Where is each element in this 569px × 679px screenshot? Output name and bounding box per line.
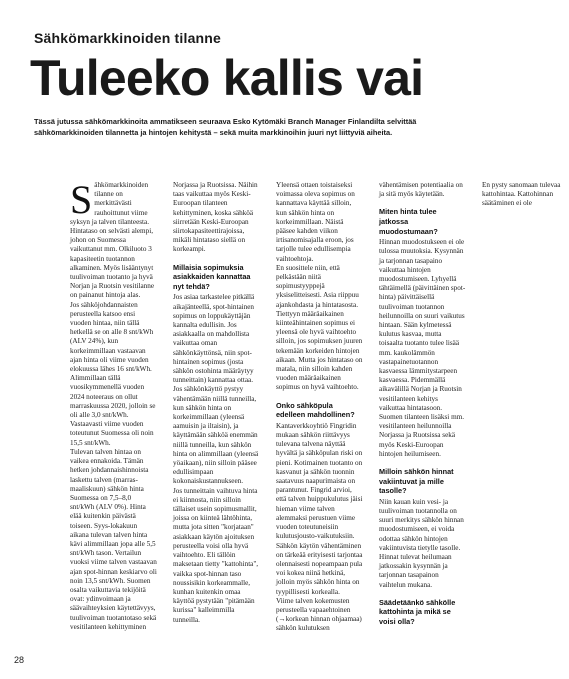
paragraph-text: Tulevan talven hintaa on vaikea ennakoida. Tämän hetken johdannaishinnoista laskettu talven (marras-maaliskuun) sähkön hinta Suomessa on 7,5–8,0 snt/kWh (ALV 0%). Hinta elää kuitenkin päivästä toiseen. Syys-lokakuun aikana tulevan talven hinta kävi alimmillaan jopa alle 5,5 snt/kWh tason. Vertailun vuoksi viime talven vastaavan ajan spot-hinnan keskiarvo oli noin 13,5 snt/kWh. Suomen osalta vaikuttavia tekijöitä ovat: ydinvoimaan ja säävaihteyksien käytettävyys, tuulivoiman tuotantotaso sekä vesitilanteen kehittyminen Norjassa ja Ruotsissa. Näihin taas vaikuttaa myös Keski-Euroopan tilanteen kehittyminen, koska sähköä siirretään Keski-Euroopan siirtokapasiteettirajoissa, mikäli hintataso siellä on korkeampi.	[70, 181, 258, 631]
paragraph-text: Viime talven kokemusten perusteella vapaaehtoinen (→korkean hinnan ohjaamaa) sähkön kulutuksen vähentämisen potentiaalia on ja sitä myös käytetään.	[276, 181, 463, 633]
paragraph-text: Niin kauan kuin vesi- ja tuulivoiman tuotannolla on suuri merkitys sähkön hinnan muodostumiseen, ei voida odottaa sähkön hintojen vakiintuvista tietylle tasolle. Hinnat tulevat heilumaan jatkossakin kysynnän ja tarjonnan tasapainon vaihtelun mukana.	[379, 497, 464, 589]
drop-cap: S	[70, 177, 93, 222]
body-paragraph	[173, 487, 260, 625]
body-paragraph	[276, 264, 363, 393]
section-heading	[173, 263, 260, 292]
paragraph-text: ähkömarkkinoiden tilanne on merkittävästi rauhoittunut viime syksyn ja talven tilanteesta. Hintataso on selvästi alempi, johon on Suomessa vaikuttanut mm. Olkiluoto 3 kapasiteetin tuotannon alkaminen. Myös lisääntynyt tuulivoiman tuotanto ja hyvä Norjan ja Ruotsin vesitilanne on painanut hintoja alas.	[70, 181, 155, 300]
paragraph-text: Jos tunneittain vaihtuva hinta ei kiinnosta, niin silloin tällaiset usein sopimusmallit, joissa on kiinteä lähtöhinta, mutta jota sitten "korjataan" asiakkaan käytön ajoituksen perusteella voisi olla hyvä vaihtoehto. Eli tällöin maksetaan tietty "kattohinta", vaikka spot-hinnan taso noussisikin korkeammalle, kunhan kuitenkin omaa käyttöä pystytään "pitämään kurissa" kalleimmilla tunneilla.	[173, 486, 259, 624]
body-paragraph	[482, 181, 569, 209]
body-paragraph	[173, 293, 260, 486]
article-kicker: Sähkömarkkinoiden tilanne	[34, 30, 222, 46]
paragraph-text: Kantaverkkoyhtiö Fingridin mukaan sähkön riittävyys tulevana talvena näyttää hyvältä ja sähköpulan riski on pieni. Kotimainen tuotanto on kasvanut ja sähkön tuonnin saatavuus naapurimaista on parantunut. Fingrid arvioi, että talven huippukulutus jäisi hieman viime talven alemmaksi perustuen viime vuoden toteutuneisiin kulutusjousto-vaikutuksiin. Sähkön käytön vähentäminen on tärkeää erityisesti tarjontaa olennaisesti nopeampaan pula voi kokea niinä hetkinä, jolloin myös sähkön hinta on tyypillisesti korkealla.	[276, 421, 363, 596]
body-paragraph	[276, 422, 363, 597]
article-headline: Tuleeko kallis vai	[30, 50, 424, 106]
section-heading	[379, 207, 466, 236]
paragraph-text: En pysty sanomaan tulevaa kattohintaa. Kattohinnan säätäminen ei ole	[482, 181, 561, 208]
article-body	[70, 177, 561, 641]
article-lead: Tässä jutussa sähkömarkkinoita ammatikseen seuraava Esko Kytömäki Branch Manager Finlandilta selvittää sähkömarkkinoiden tilannetta ja hintojen kehitystä – sekä muita markkinoihin juuri nyt liittyviä aiheita.	[34, 117, 417, 137]
body-paragraph	[70, 301, 157, 448]
paragraph-text: Jos sähköjohdannaisten perusteella katsoo ensi vuoden hintaa, niin tällä hetkellä se on alle 8 snt/kWh (ALV 24%), kun korkeimmillaan vastaavan ajan hinta oli viime vuoden elokuussa lähes 16 snt/kWh. Alimmillaan tällä vuosikymmenellä vuoden 2024 noteeraus on ollut marraskuussa 2020, jolloin se oli alle 3,0 snt/kWh. Vastaavasti viime vuoden toteutunut Suomessa oli noin 15,5 snt/kWh.	[70, 300, 156, 447]
paragraph-text: En suosittele niin, että pelkästään niitä sopimustyyppejä yksiselitteisesti. Asia riippuu ajankohdasta ja hintatasosta. Tiettyyn määräaikainen kiinteähintainen sopimus ei yleensä ole hyvä vaihtoehto silloin, jos sopimuksen juuren tekemään korkeiden hintojen aikaan. Mutta jos hintataso on matala, niin silloin kahden vuoden määräaikainen sopimus on hyvä vaihtoehto.	[276, 263, 363, 392]
section-heading-text: Millaisia sopimuksia asiakkaiden kannattaa nyt tehdä?	[173, 262, 251, 291]
paragraph-text: Hinnan muodostukseen ei ole tulossa muutoksia. Kysynnän ja tarjonnan tasapaino vaikuttaa hintojen muodostumiseen. Lyhyellä tähtäimellä (päivittäinen spot-hinta) päivittäisellä tuulivoiman tuotannon heilunnoilla on suuri vaikutus hintaan. Sään kylmetessä kulutus kasvaa, mutta toisaalta tuotanto tulee lisää mm. kaukolämmön vastapainetuotannon kasvaessa lämmitystarpeen kasvaessa. Pidemmällä aikavälillä Norjan ja Ruotsin vesitilanteen kehitys vaikuttaa hintatasoon. Suomen tilanteen lisäksi mm. vesitilanteen heilunnoilla Norjassa ja Ruotsissa sekä myös Keski-Euroopan hintojen heilumiseen.	[379, 238, 466, 458]
body-paragraph	[379, 498, 466, 590]
section-heading-text: Onko sähköpula edelleen mahdollinen?	[276, 400, 355, 420]
body-paragraph	[70, 177, 157, 301]
paragraph-text: Yleensä ottaen toistaiseksi voimassa oleva sopimus on kannattava käyttää silloin, kun sähkön hinta on korkeimmillaan. Näistä pääsee kahden viikon irtisanomisajalla eroon, jos tarjolle tulee edullisempia vaihtoehtoja.	[276, 181, 355, 263]
section-heading	[379, 467, 466, 496]
page-number: 28	[14, 655, 25, 665]
section-heading	[379, 598, 466, 627]
section-heading-text: Säädetäänkö sähkölle kattohinta ja mikä se voisi olla?	[379, 597, 456, 627]
paragraph-text: Jos asiaa tarkastelee pitkällä aikajänteellä, spot-hintainen sopimus on loppukäyttäjän kannalta edullisin. Jos asiakkaalla on mahdollista vaikuttaa oman sähkönkäyttönsä, niin spot-hintainen sopimus (josta sähkön ostohinta määräytyy tunneittain) kannattaa ottaa. Jos sähkönkäyttö pystyy vähentämään niillä tunneilla, kun sähkön hinta on korkeimmillaan (yleensä aamuisin ja iltaisin), ja käyttämään sähköä enemmän niillä tunneilla, kun sähkön hinta on alimmillaan (yleensä yöaikaan), niin silloin pääsee edullisimpaan kokonaiskustannukseen.	[173, 293, 259, 486]
section-heading-text: Miten hinta tulee jatkossa muodostumaan?	[379, 207, 438, 236]
section-heading-text: Milloin sähkön hinnat vakiintuvat ja mille tasolle?	[379, 467, 454, 496]
body-paragraph	[276, 181, 363, 264]
section-heading	[276, 401, 363, 420]
body-paragraph	[379, 238, 466, 459]
